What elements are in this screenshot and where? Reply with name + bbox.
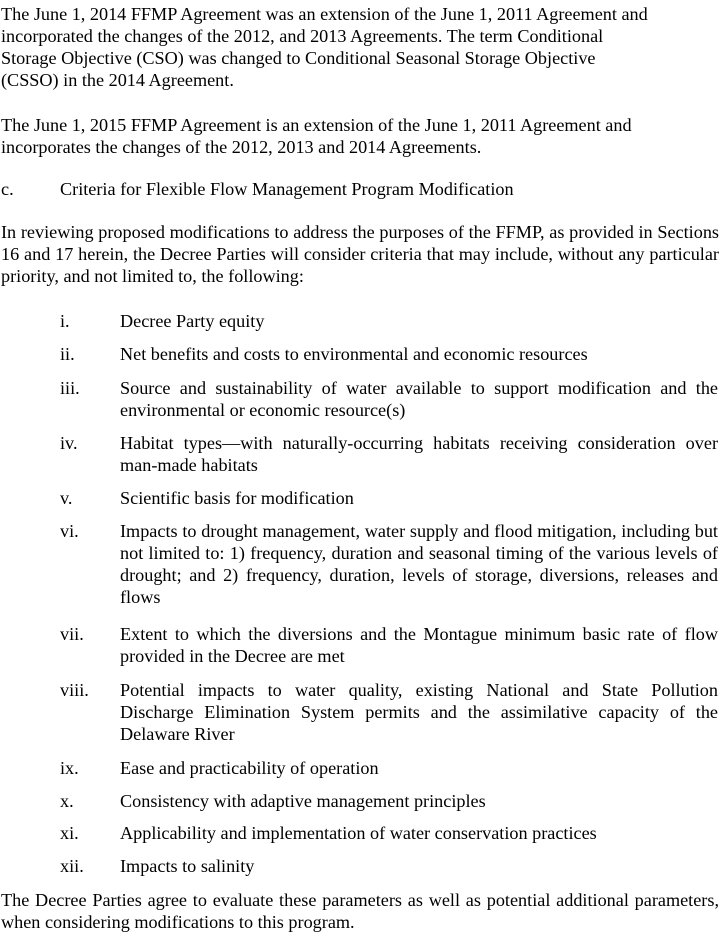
section-title: Criteria for Flexible Flow Management Program Modification — [60, 179, 514, 199]
paragraph-2014-agreement: The June 1, 2014 FFMP Agreement was an extension of the June 1, 2011 Agreement and incorporated the changes of the 2012, and 2013 Agreements. The term Conditional Storage Objective (CSO) was changed to Conditional Seasonal Storage Objective (CSSO) in the 2014 Agreement. — [1, 4, 648, 90]
criteria-text: Scientific basis for modification — [120, 488, 354, 508]
criteria-text: Source and sustainability of water available to support modification and the environmental or economic resource(s) — [120, 378, 718, 420]
paragraph-evaluation: The Decree Parties agree to evaluate these parameters as well as potential additional parameters, when considering modifications to this program. — [1, 890, 719, 932]
criteria-text: Applicability and implementation of water conservation practices — [120, 823, 597, 843]
section-number: c. — [1, 179, 14, 199]
criteria-number: v. — [60, 488, 73, 508]
criteria-text: Impacts to drought management, water supply and flood mitigation, including but not limited to: 1) frequency, duration and seasonal timing of the various levels of drought; and 2) frequency, duration, levels of storage, diversions, releases and flows — [120, 521, 718, 607]
paragraph-2015-agreement: The June 1, 2015 FFMP Agreement is an extension of the June 1, 2011 Agreement and incorporates the changes of the 2012, 2013 and 2014 Agreements. — [1, 115, 632, 157]
criteria-text: Consistency with adaptive management principles — [120, 791, 486, 811]
criteria-text: Net benefits and costs to environmental and economic resources — [120, 344, 588, 364]
criteria-number: vi. — [60, 521, 79, 541]
criteria-number: xii. — [60, 856, 84, 876]
criteria-number: vii. — [60, 624, 84, 644]
criteria-number: ii. — [60, 344, 75, 364]
criteria-number: x. — [60, 791, 74, 811]
criteria-text: Decree Party equity — [120, 311, 265, 331]
criteria-number: iv. — [60, 433, 78, 453]
paragraph-criteria-intro: In reviewing proposed modifications to address the purposes of the FFMP, as provided in Sections 16 and 17 herein, the Decree Parties will consider criteria that may include, without any particular priority, and not limited to, the following: — [1, 222, 719, 286]
criteria-number: viii. — [60, 680, 89, 700]
criteria-text: Impacts to salinity — [120, 856, 255, 876]
criteria-text: Extent to which the diversions and the Montague minimum basic rate of flow provided in the Decree are met — [120, 624, 718, 666]
criteria-text: Ease and practicability of operation — [120, 758, 379, 778]
criteria-number: iii. — [60, 378, 80, 398]
criteria-text: Habitat types—with naturally-occurring habitats receiving consideration over man-made habitats — [120, 433, 718, 475]
criteria-number: i. — [60, 311, 70, 331]
criteria-text: Potential impacts to water quality, existing National and State Pollution Discharge Elimination System permits and the assimilative capacity of the Delaware River — [120, 680, 718, 744]
criteria-number: xi. — [60, 823, 79, 843]
criteria-number: ix. — [60, 758, 79, 778]
